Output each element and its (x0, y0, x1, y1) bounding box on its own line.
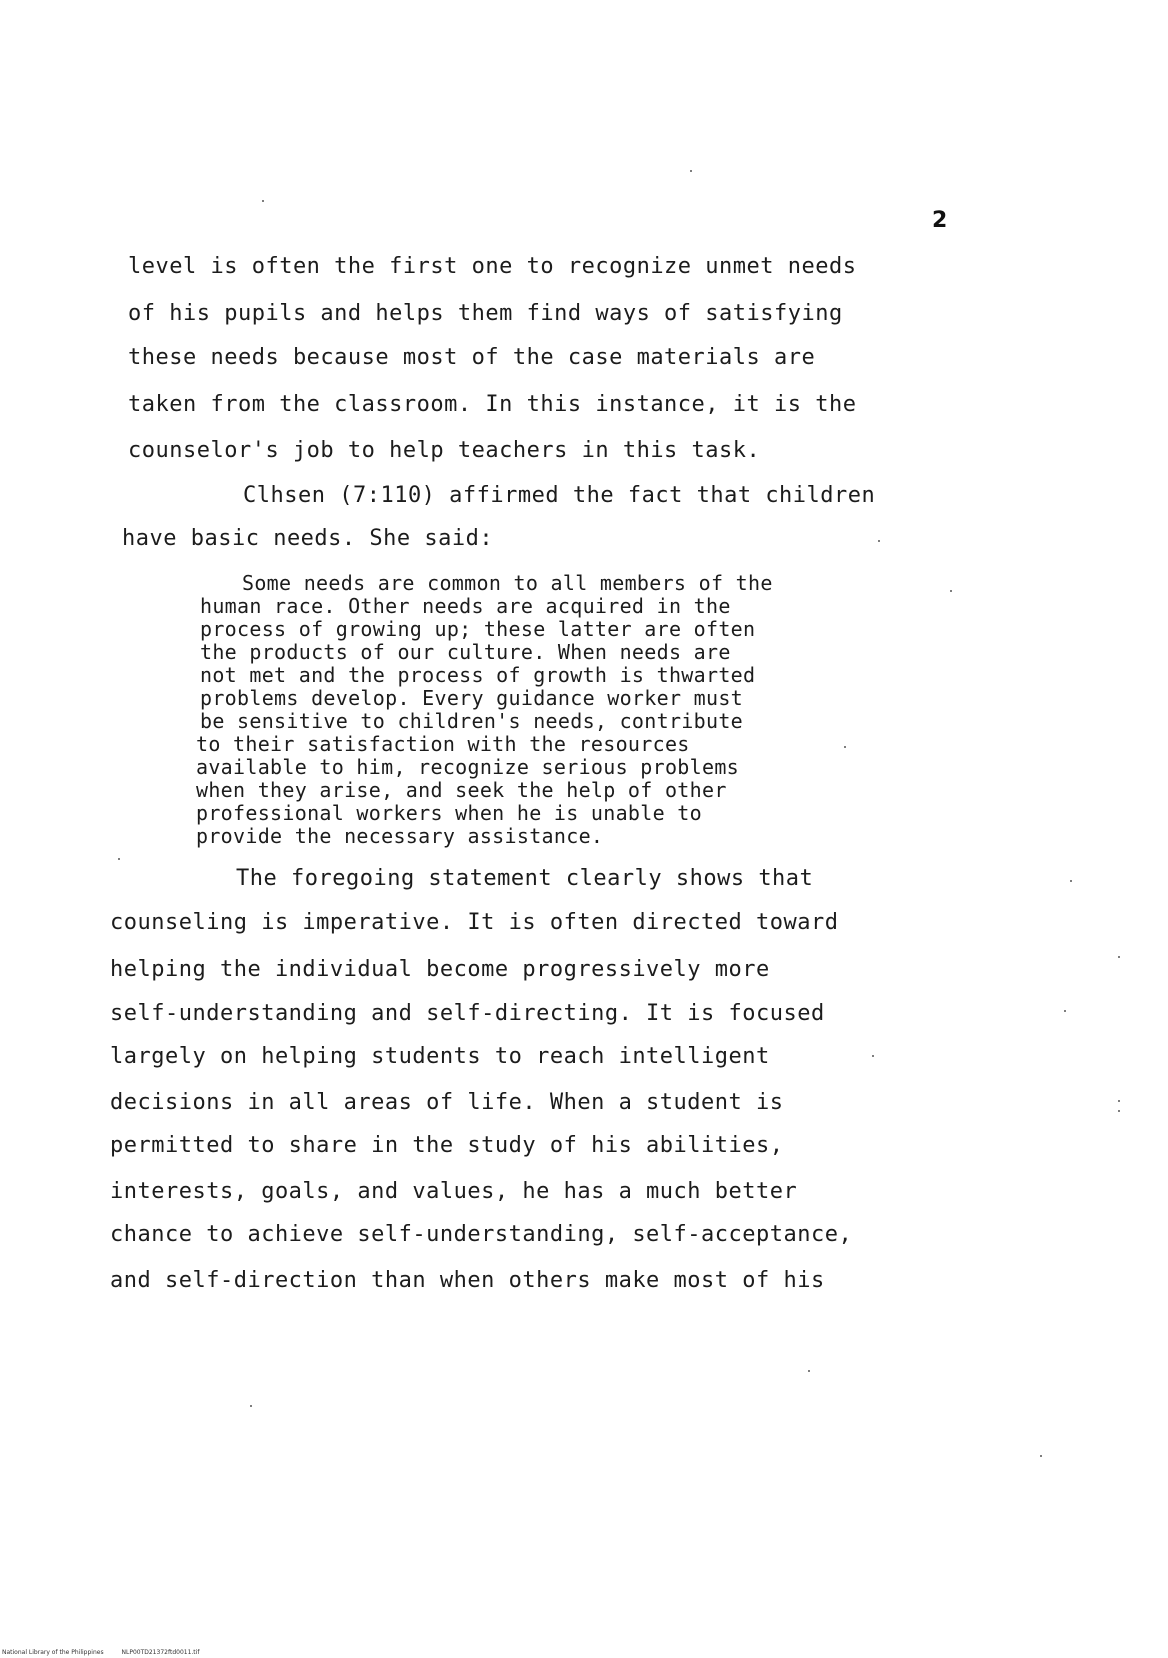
text-line: chance to achieve self-understanding, self-acceptance, (110, 1222, 853, 1247)
scan-speck (1118, 1110, 1120, 1112)
scan-speck (690, 170, 692, 172)
quote-line: when they arise, and seek the help of other (196, 778, 727, 802)
quote-line: to their satisfaction with the resources (196, 732, 690, 756)
scan-speck (1118, 956, 1120, 958)
text-line: The foregoing statement clearly shows that (236, 866, 814, 891)
quote-line: be sensitive to children's needs, contribute (200, 709, 744, 733)
quote-line: professional workers when he is unable to (196, 801, 702, 825)
text-line: counseling is imperative. It is often directed toward (110, 910, 839, 935)
text-line: level is often the first one to recognize unmet needs (128, 254, 857, 279)
quote-line: provide the necessary assistance. (196, 824, 604, 848)
quote-line: problems develop. Every guidance worker must (200, 686, 744, 710)
scan-speck (950, 590, 952, 592)
quote-line: Some needs are common to all members of the (242, 571, 773, 595)
scan-speck (118, 858, 120, 860)
text-line: interests, goals, and values, he has a much better (110, 1179, 798, 1204)
text-line: largely on helping students to reach intelligent (110, 1044, 770, 1069)
text-line: helping the individual become progressively more (110, 957, 770, 982)
quote-line: the products of our culture. When needs are (200, 640, 731, 664)
quote-line: process of growing up; these latter are often (200, 617, 756, 641)
scan-speck (1070, 880, 1072, 882)
text-line: Clhsen (7:110) affirmed the fact that children (243, 483, 876, 508)
scan-speck (872, 1055, 874, 1057)
page-number: 2 (932, 208, 948, 233)
scan-footer (2, 1649, 215, 1656)
text-line: decisions in all areas of life. When a student is (110, 1090, 784, 1115)
scan-speck (1064, 1010, 1066, 1012)
scan-speck (250, 1405, 252, 1407)
text-line: self-understanding and self-directing. It is focused (110, 1001, 825, 1026)
text-line: counselor's job to help teachers in this task. (128, 438, 761, 463)
text-line: have basic needs. She said: (122, 526, 494, 551)
quote-line: not met and the process of growth is thwarted (200, 663, 756, 687)
scan-speck (878, 540, 880, 542)
scan-speck (808, 1370, 810, 1372)
scan-speck (844, 746, 846, 748)
scan-speck (1118, 1100, 1120, 1102)
quote-line: human race. Other needs are acquired in the (200, 594, 731, 618)
text-line: taken from the classroom. In this instance, it is the (128, 392, 857, 417)
scan-speck (1040, 1455, 1042, 1457)
text-line: these needs because most of the case materials are (128, 345, 816, 370)
text-line: of his pupils and helps them find ways of satisfying (128, 301, 843, 326)
footer-file: NLP00TD21372ftd0011.tif (121, 1649, 200, 1656)
text-line: permitted to share in the study of his abilities, (110, 1133, 784, 1158)
scan-speck (262, 200, 264, 202)
quote-line: available to him, recognize serious problems (196, 755, 740, 779)
text-line: and self-direction than when others make most of his (110, 1268, 825, 1293)
footer-library: National Library of the Philippines (2, 1649, 104, 1656)
